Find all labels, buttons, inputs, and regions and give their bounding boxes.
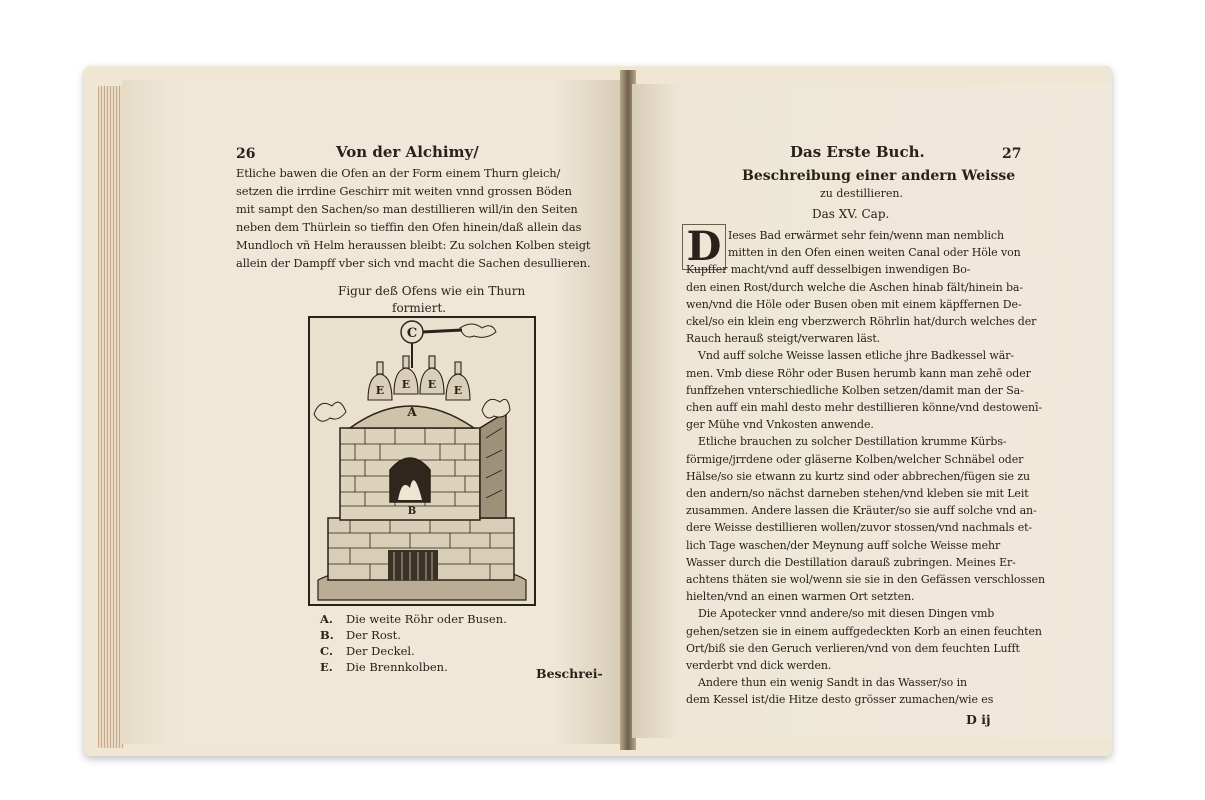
figure-letter-e: E bbox=[375, 384, 385, 397]
left-text-line: Mundloch vñ Helm heraussen bleibt: Zu solchen Kolben steigt bbox=[236, 238, 591, 252]
left-text-line: setzen die irrdine Geschirr mit weiten vnnd grossen Böden bbox=[236, 184, 572, 198]
right-text-line: Kupffer macht/vnd auff desselbigen inwendigen Bo- bbox=[686, 263, 971, 277]
legend-text: Der Rost. bbox=[346, 628, 401, 642]
figure-letter-e: E bbox=[427, 378, 437, 391]
figure-letter-e: E bbox=[453, 384, 463, 397]
left-text-line: Etliche bawen die Ofen an der Form einem Thurn gleich/ bbox=[236, 166, 561, 180]
right-text-line: Hälse/so sie etwann zu kurtz sind oder abbrechen/fügen sie zu bbox=[686, 469, 1031, 483]
figure-letter-b: B bbox=[407, 506, 417, 517]
legend-text: Die Brennkolben. bbox=[346, 660, 448, 674]
right-text-line: Ieses Bad erwärmet sehr fein/wenn man nemblich bbox=[728, 229, 1004, 242]
right-text-line: funffzehen vnterschiedliche Kolben setzen/damit man der Sa- bbox=[686, 383, 1024, 397]
chapter-heading: Beschreibung einer andern Weisse bbox=[742, 168, 1016, 184]
chapter-number: Das XV. Cap. bbox=[812, 207, 890, 221]
right-text-line: ckel/so ein klein eng vberzwerch Röhrlin hat/durch welches der bbox=[686, 315, 1037, 328]
figure-letter-e: E bbox=[401, 378, 411, 391]
right-text-line: den einen Rost/durch welche die Aschen hinab fält/hinein ba- bbox=[686, 280, 1023, 294]
furnace-drawing bbox=[310, 318, 534, 604]
signature-mark: D ij bbox=[966, 712, 991, 727]
legend-item bbox=[320, 628, 401, 642]
right-text-line: hielten/vnd an einen warmen Ort setzten. bbox=[686, 590, 915, 604]
right-text-line: dere Weisse destillieren wollen/zuvor stossen/vnd nachmals et- bbox=[686, 521, 1033, 535]
legend-item bbox=[320, 644, 415, 658]
figure-caption: formiert. bbox=[392, 301, 447, 315]
right-text-line: wen/vnd die Höle oder Busen oben mit einem käpffernen De- bbox=[686, 297, 1022, 311]
left-text-line: mit sampt den Sachen/so man destillieren will/in den Seiten bbox=[236, 202, 578, 216]
right-text-line: lich Tage waschen/der Meynung auff solche Weisse mehr bbox=[686, 538, 1001, 552]
figure-caption: Figur deß Ofens wie ein Thurn bbox=[338, 284, 526, 298]
figure-letter-c: C bbox=[406, 326, 418, 341]
figure-letter-a: A bbox=[407, 405, 417, 419]
right-text-line: Etliche brauchen zu solcher Destillation krumme Kürbs- bbox=[698, 435, 1007, 449]
right-running-head: Das Erste Buch. bbox=[790, 143, 925, 161]
left-page-number: 26 bbox=[236, 146, 256, 162]
legend-letter: C. bbox=[320, 644, 333, 658]
right-text-line: men. Vmb diese Röhr oder Busen herumb kann man zehē oder bbox=[686, 366, 1031, 380]
right-text-line: Ort/biß sie den Geruch verlieren/vnd von dem feuchten Lufft bbox=[686, 641, 1020, 655]
legend-item bbox=[320, 612, 507, 626]
right-text-line: förmige/jrrdene oder gläserne Kolben/welcher Schnäbel oder bbox=[686, 452, 1024, 466]
legend-item bbox=[320, 660, 448, 674]
left-text-line: allein der Dampff vber sich vnd macht die Sachen desullieren. bbox=[236, 256, 591, 270]
legend-letter: B. bbox=[320, 628, 334, 642]
legend-letter: A. bbox=[320, 612, 333, 626]
left-running-head: Von der Alchimy/ bbox=[336, 143, 479, 161]
right-text-line: Rauch herauß steigt/verwaren läst. bbox=[686, 332, 881, 346]
woodcut-furnace-illustration bbox=[308, 316, 536, 606]
left-text-line: neben dem Thürlein so tieffin den Ofen hinein/daß allein das bbox=[236, 220, 582, 234]
right-text-line: dem Kessel ist/die Hitze desto grösser zumachen/wie es bbox=[686, 693, 994, 707]
right-text-line: Vnd auff solche Weisse lassen etliche jhre Badkessel wär- bbox=[698, 349, 1014, 363]
right-text-line: ger Mühe vnd Vnkosten anwende. bbox=[686, 418, 874, 432]
right-text-line: achtens thäten sie wol/wenn sie sie in den Gefässen verschlossen bbox=[686, 573, 1045, 586]
right-text-line: chen auff ein mahl desto mehr destillieren könne/vnd destowenī- bbox=[686, 401, 1043, 414]
legend-text: Die weite Röhr oder Busen. bbox=[346, 612, 507, 626]
right-text-line: zusammen. Andere lassen die Kräuter/so sie auff solche vnd an- bbox=[686, 504, 1037, 518]
right-text-line: den andern/so nächst darneben stehen/vnd kleben sie mit Leit bbox=[686, 487, 1029, 500]
chapter-subheading: zu destillieren. bbox=[820, 187, 903, 200]
right-text-line: Wasser durch die Destillation darauß zubringen. Meines Er- bbox=[686, 555, 1016, 569]
right-text-line: gehen/setzen sie in einem auffgedeckten Korb an einen feuchten bbox=[686, 624, 1042, 638]
legend-text: Der Deckel. bbox=[346, 644, 415, 658]
legend-letter: E. bbox=[320, 660, 333, 674]
right-text-line: verderbt vnd dick werden. bbox=[686, 659, 832, 672]
page-edges bbox=[98, 86, 124, 748]
right-text-line: Die Apotecker vnnd andere/so mit diesen Dingen vmb bbox=[698, 607, 995, 621]
right-text-line: Andere thun ein wenig Sandt in das Wasser/so in bbox=[698, 676, 968, 690]
left-catchword: Beschrei- bbox=[536, 666, 603, 681]
drop-cap: D bbox=[682, 224, 726, 270]
right-text-line: mitten in den Ofen einen weiten Canal oder Höle von bbox=[728, 246, 1021, 260]
right-page-number: 27 bbox=[1002, 146, 1022, 162]
